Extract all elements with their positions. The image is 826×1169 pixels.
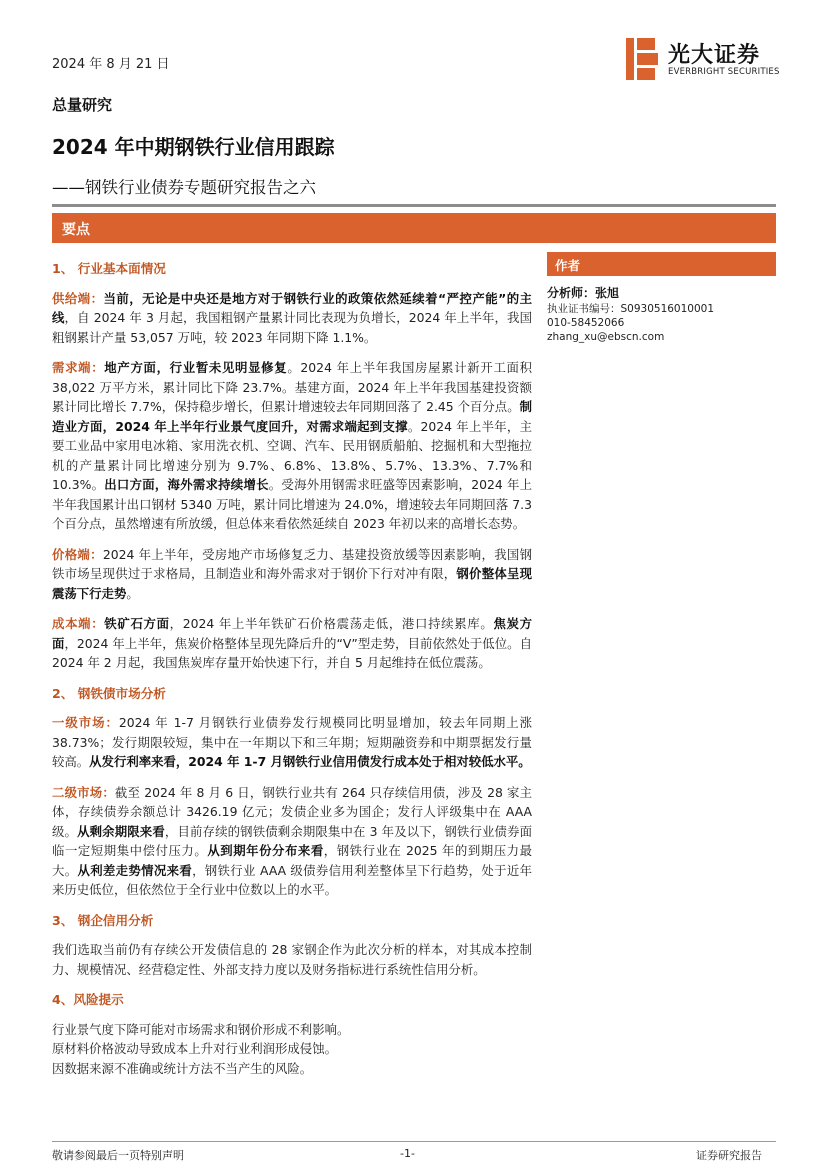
bold-text: 制造业方面，2024 年上半年行业景气度回升，对需求端起到支撑 — [52, 399, 532, 434]
bold-text: 焦炭方面 — [52, 616, 533, 651]
body-text: ，2024 年上半年，焦炭价格整体呈现先降后升的“V”型走势，目前依然处于低位。自 2024 年 2 月起，我国焦炭库存量开始快速下行，并自 5 月起维持在低位震荡。 — [52, 635, 532, 670]
section-heading: 2、 钢铁债市场分析 — [52, 685, 166, 701]
logo-chinese-name: 光大证券 — [668, 43, 761, 68]
body-text: 。2024 年上半年我国房屋累计新开工面积 38,022 万平方米，累计同比下降 23.7%。基建方面，2024 年上半年我国基建投资额累计同比增长 7.7%，保持稳步增长，但累计增速较去年同期回落了 2.45 个百分点。 — [52, 360, 532, 414]
paragraph-label: 供给端： — [52, 290, 104, 306]
author-sidebar — [547, 252, 776, 344]
report-title: 2024 年中期钢铁行业信用跟踪 — [52, 135, 335, 159]
paragraph-label: 需求端： — [52, 360, 105, 375]
paragraph-label: 价格端： — [52, 546, 103, 562]
analyst-name: 分析师：张旭 — [547, 286, 620, 300]
credit-analysis-paragraph: 我们选取当前仍有存续公开发债信息的 28 家钢企作为此次分析的样本，对其成本控制力、规模情况、经营稳定性、外部支持力度以及财务指标进行系统性信用分析。 — [52, 942, 532, 977]
bold-text: 从到期年份分布来看 — [207, 843, 324, 858]
body-text: 。2024 年上半年，主要工业品中家用电冰箱、家用洗衣机、空调、汽车、民用钢质船舶、挖掘机和大型拖拉机的产量累计同比增速分别为 9.7%、6.8%、13.8%、5.7%、13.3%、7.7%和 10.3%。 — [52, 418, 532, 492]
cost-paragraph — [52, 614, 532, 673]
risk-item: 原材料价格波动导致成本上升对行业利润形成侵蚀。 — [52, 1041, 337, 1056]
price-paragraph — [52, 545, 532, 604]
key-points-label: 要点 — [62, 222, 90, 238]
body-text: ，自 2024 年 3 月起，我国粗钢产量累计同比表现为负增长，2024 年上半年，我国粗钢累计产量 53,057 万吨，较 2023 年同期下降 1.1%。 — [52, 310, 532, 345]
bold-text: 从利差走势情况来看 — [77, 862, 193, 878]
footer-report-type: 证券研究报告 — [696, 1149, 762, 1162]
bold-text: 铁矿石方面 — [104, 616, 170, 631]
secondary-market-paragraph — [52, 783, 532, 900]
body-text: 2024 年上半年，受房地产市场修复乏力、基建投资放缓等因素影响，我国钢铁市场呈现供过于求格局，且制造业和海外需求对于钢价下行对冲有限， — [52, 546, 532, 581]
body-text: 。受海外用钢需求旺盛等因素影响，2024 年上半年我国累计出口钢材 5340 万吨，累计同比增速为 24.0%，增速较去年同期回落 7.3 个百分点，虽然增速有所放缓，但总体来看依然延续自 2023 年初以来的高增长态势。 — [52, 477, 532, 531]
body-text: ，钢铁行业 AAA 级债券信用利差整体呈下行趋势，处于近年来历史低位，但依然位于全行业中位数以上的水平。 — [52, 862, 533, 897]
primary-market-paragraph — [52, 713, 532, 772]
risk-item: 行业景气度下降可能对市场需求和钢价形成不利影响。 — [52, 1021, 350, 1037]
bold-text: 当前，无论是中央还是地方对于钢铁行业的政策依然延续着“严控产能”的主线 — [52, 290, 533, 325]
everbright-logo-icon — [626, 38, 658, 80]
demand-paragraph — [52, 358, 532, 534]
report-subtitle: ——钢铁行业债券专题研究报告之六 — [52, 178, 316, 197]
paragraph-label: 成本端： — [52, 616, 105, 631]
footer-disclaimer: 敬请参阅最后一页特别声明 — [52, 1149, 184, 1162]
section-heading: 4、风险提示 — [52, 992, 124, 1007]
body-text: 2024 年 1-7 月钢铁行业债券发行规模同比明显增加，较去年同期上涨 38.73%；发行期限较短，集中在一年期以下和三年期；短期融资券和中期票据发行量较高。 — [52, 715, 533, 769]
report-date: 2024 年 8 月 21 日 — [52, 57, 170, 72]
bold-text: 出口方面，海外需求持续增长 — [104, 477, 269, 492]
body-text: 。 — [126, 585, 139, 601]
paragraph-label: 一级市场： — [52, 715, 119, 730]
brand-logo — [626, 38, 786, 82]
body-text: ，目前存续的钢铁债剩余期限集中在 3 年及以下，钢铁行业债券面临一定短期集中偿付压力。 — [52, 823, 533, 858]
main-content — [52, 253, 532, 1078]
email-link[interactable]: zhang_xu@ebscn.com — [547, 331, 665, 343]
key-points-banner — [52, 213, 776, 243]
logo-english-name: EVERBRIGHT SECURITIES — [668, 67, 780, 77]
body-text: ，2024 年上半年铁矿石价格震荡走低，港口持续累库。 — [169, 616, 494, 631]
license-number: 执业证书编号：S0930516010001 — [547, 303, 715, 315]
bold-text: 地产方面，行业暂未见明显修复 — [104, 360, 288, 375]
risk-item: 因数据来源不准确或统计方法不当产生的风险。 — [52, 1060, 313, 1076]
body-text: ，钢铁行业在 2025 年的到期压力最大。 — [52, 843, 533, 878]
bold-text: 钢价整体呈现震荡下行走势 — [52, 566, 533, 601]
section-heading: 3、 钢企信用分析 — [52, 912, 154, 928]
section-heading: 1、 行业基本面情况 — [52, 261, 166, 276]
title-divider — [52, 204, 776, 207]
paragraph-label: 二级市场： — [52, 784, 115, 800]
bold-text: 从剩余期限来看 — [77, 823, 165, 839]
bold-text: 从发行利率来看，2024 年 1-7 月钢铁行业信用债发行成本处于相对较低水平。 — [89, 754, 531, 769]
footer-divider — [52, 1141, 776, 1142]
author-heading: 作者 — [555, 258, 581, 273]
body-text: 截至 2024 年 8 月 6 日，钢铁行业共有 264 只存续信用债，涉及 28 家主体，存续债券余额总计 3426.19 亿元；发债企业多为国企；发行人评级集中在 AAA 级。 — [52, 784, 533, 839]
report-category: 总量研究 — [52, 96, 113, 114]
author-heading-bar — [547, 252, 776, 276]
supply-paragraph — [52, 289, 532, 348]
page-number: -1- — [400, 1147, 415, 1160]
phone-number: 010-58452066 — [547, 317, 625, 329]
risk-list — [52, 1020, 532, 1079]
